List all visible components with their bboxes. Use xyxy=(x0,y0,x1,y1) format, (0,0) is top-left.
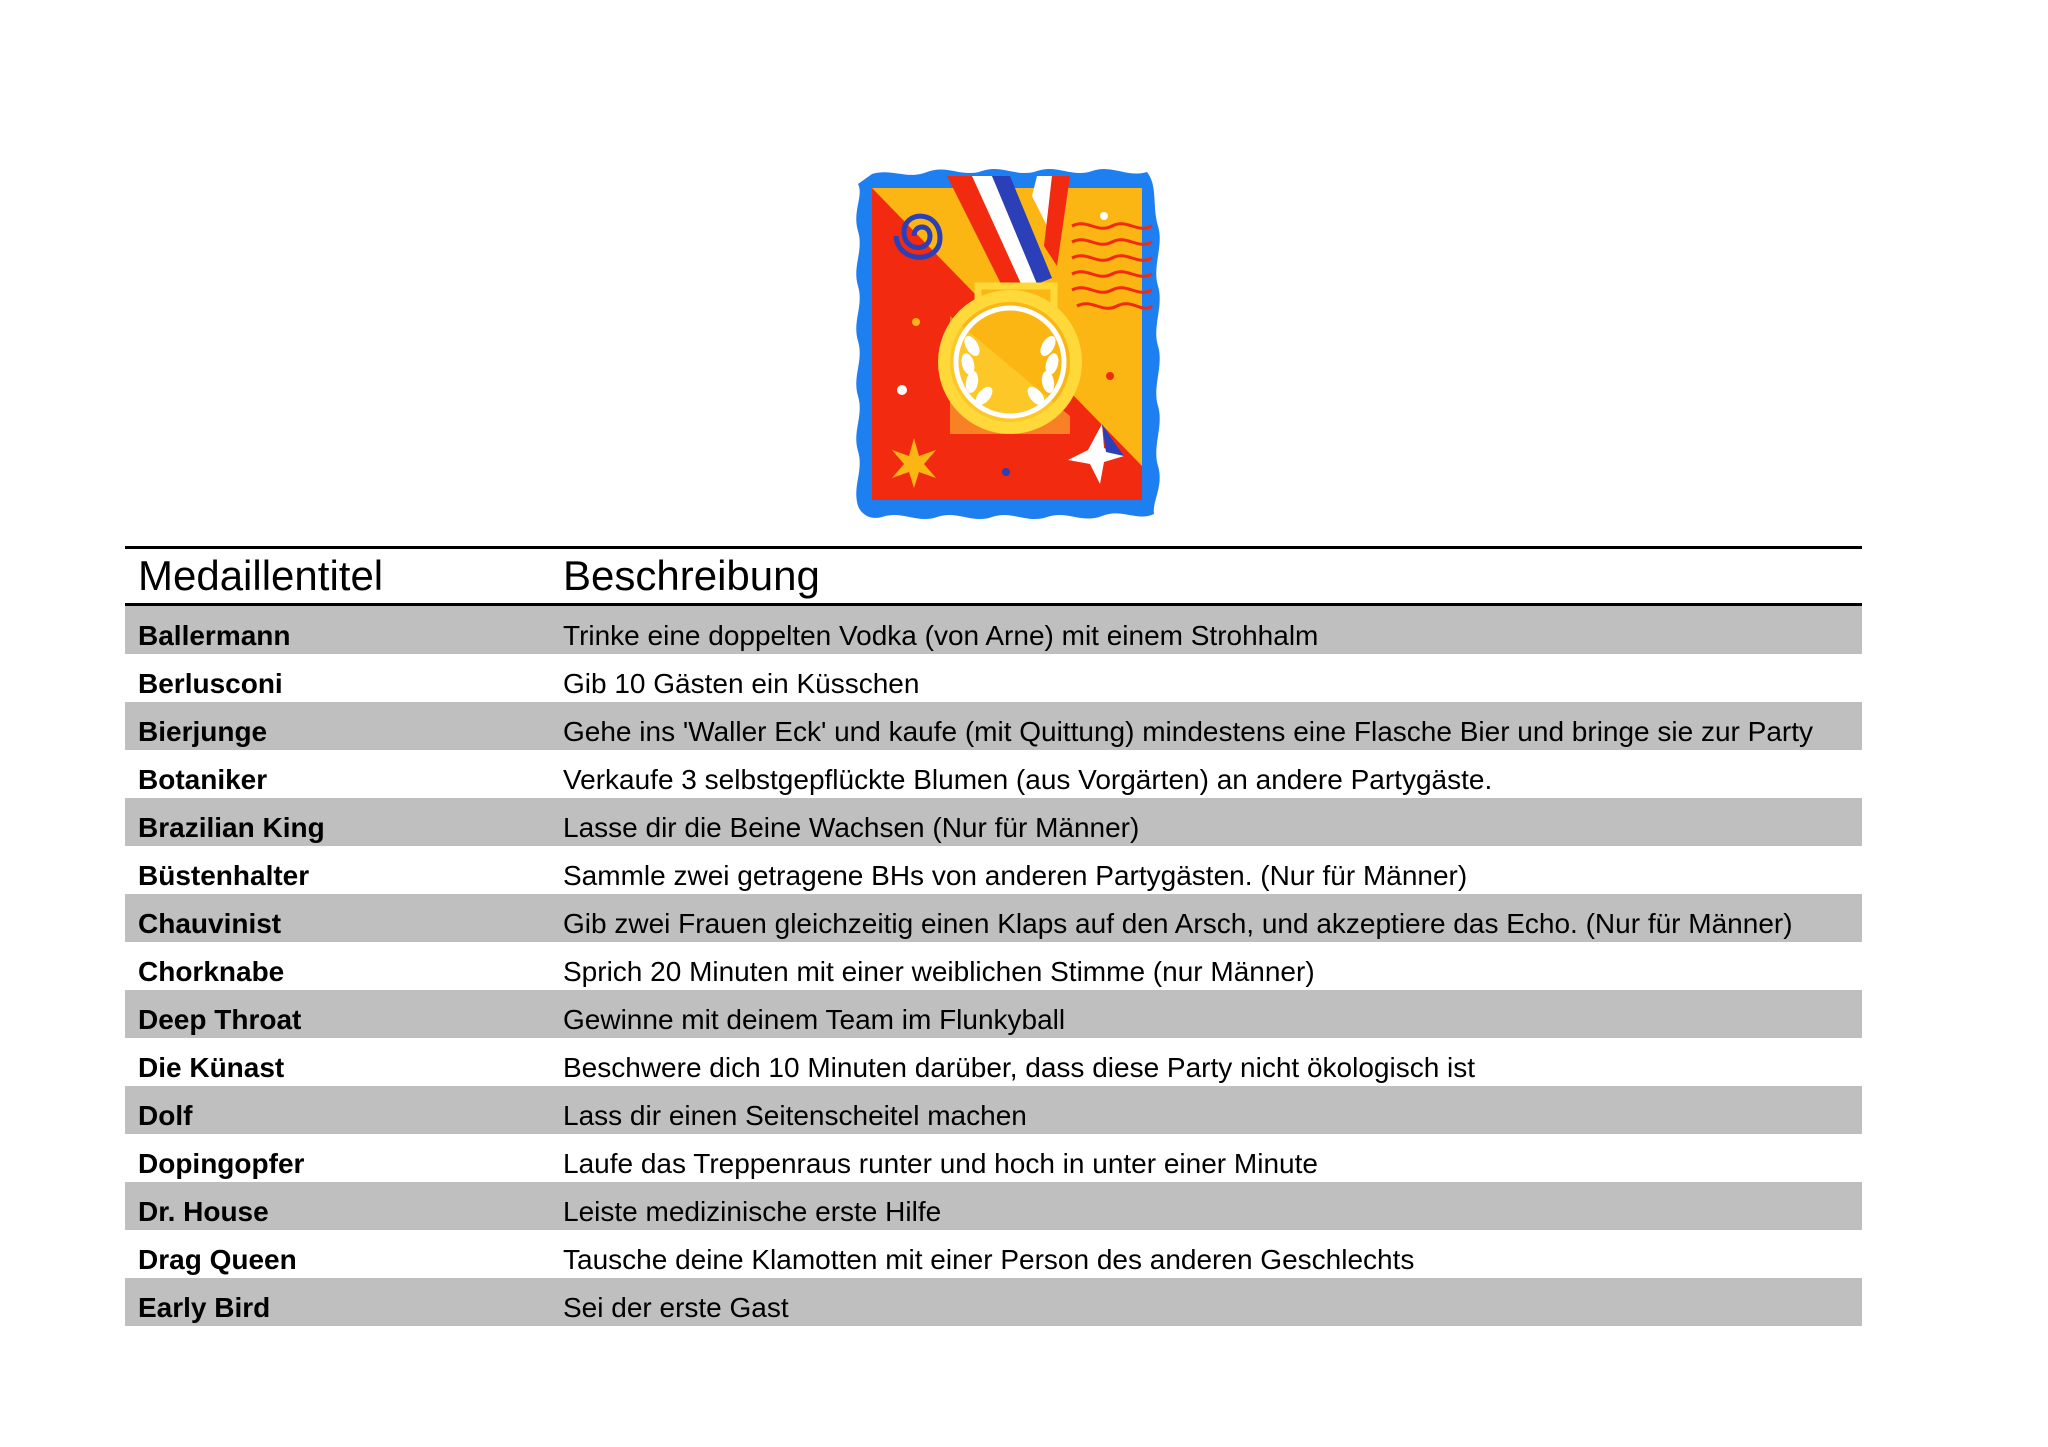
medal-title: Berlusconi xyxy=(138,668,283,699)
medal-description: Verkaufe 3 selbstgepflückte Blumen (aus Vorgärten) an andere Partygäste. xyxy=(563,764,1493,795)
medal-table xyxy=(125,546,1862,1326)
medal-description: Gib zwei Frauen gleichzeitig einen Klaps auf den Arsch, und akzeptiere das Echo. (Nur für Männer) xyxy=(550,894,1862,942)
medal-title: Dopingopfer xyxy=(138,1148,305,1179)
medal-title: Die Künast xyxy=(138,1052,285,1083)
table-row xyxy=(125,1230,1862,1278)
medal-title: Early Bird xyxy=(125,1278,550,1326)
medal-description: Sprich 20 Minuten mit einer weiblichen Stimme (nur Männer) xyxy=(563,956,1315,987)
table-row xyxy=(125,990,1862,1038)
medal-title: Chorknabe xyxy=(138,956,285,987)
medal-description: Tausche deine Klamotten mit einer Person des anderen Geschlechts xyxy=(563,1244,1415,1275)
table-row xyxy=(125,1086,1862,1134)
medal-description: Gewinne mit deinem Team im Flunkyball xyxy=(550,990,1862,1038)
column-header-description: Beschreibung xyxy=(550,548,1862,605)
medal-description: Leiste medizinische erste Hilfe xyxy=(550,1182,1862,1230)
table-row xyxy=(125,702,1862,750)
medal-title: Deep Throat xyxy=(125,990,550,1038)
medal-icon xyxy=(852,166,1162,522)
medal-title: Chauvinist xyxy=(125,894,550,942)
medal-description: Lasse dir die Beine Wachsen (Nur für Männer) xyxy=(550,798,1862,846)
medal-title: Büstenhalter xyxy=(138,860,310,891)
medal-title: Ballermann xyxy=(125,605,550,655)
medal-title: Dr. House xyxy=(125,1182,550,1230)
medal-title: Dolf xyxy=(125,1086,550,1134)
table-row xyxy=(125,798,1862,846)
medal-description: Sei der erste Gast xyxy=(550,1278,1862,1326)
medal-title: Drag Queen xyxy=(138,1244,297,1275)
table-row xyxy=(125,1278,1862,1326)
medal-description: Beschwere dich 10 Minuten darüber, dass diese Party nicht ökologisch ist xyxy=(563,1052,1476,1083)
table-row xyxy=(125,1038,1862,1086)
table-header-row xyxy=(125,548,1862,605)
medal-title: Botaniker xyxy=(138,764,268,795)
table-row xyxy=(125,894,1862,942)
column-header-title: Medaillentitel xyxy=(125,548,550,605)
medal-description: Laufe das Treppenraus runter und hoch in unter einer Minute xyxy=(563,1148,1318,1179)
table-row xyxy=(125,942,1862,990)
medal-description: Sammle zwei getragene BHs von anderen Partygästen. (Nur für Männer) xyxy=(563,860,1468,891)
table-row xyxy=(125,605,1862,655)
medal-description: Trinke eine doppelten Vodka (von Arne) mit einem Strohhalm xyxy=(550,605,1862,655)
table-row xyxy=(125,1134,1862,1182)
table-row xyxy=(125,654,1862,702)
table-row xyxy=(125,846,1862,894)
medal-description: Gib 10 Gästen ein Küsschen xyxy=(563,668,920,699)
table-row xyxy=(125,750,1862,798)
medal-title: Bierjunge xyxy=(125,702,550,750)
table-body xyxy=(125,605,1862,1327)
medal-description: Lass dir einen Seitenscheitel machen xyxy=(550,1086,1862,1134)
table-row xyxy=(125,1182,1862,1230)
medal-title: Brazilian King xyxy=(125,798,550,846)
medal-description: Gehe ins 'Waller Eck' und kaufe (mit Quittung) mindestens eine Flasche Bier und bringe sie zur Party xyxy=(550,702,1862,750)
